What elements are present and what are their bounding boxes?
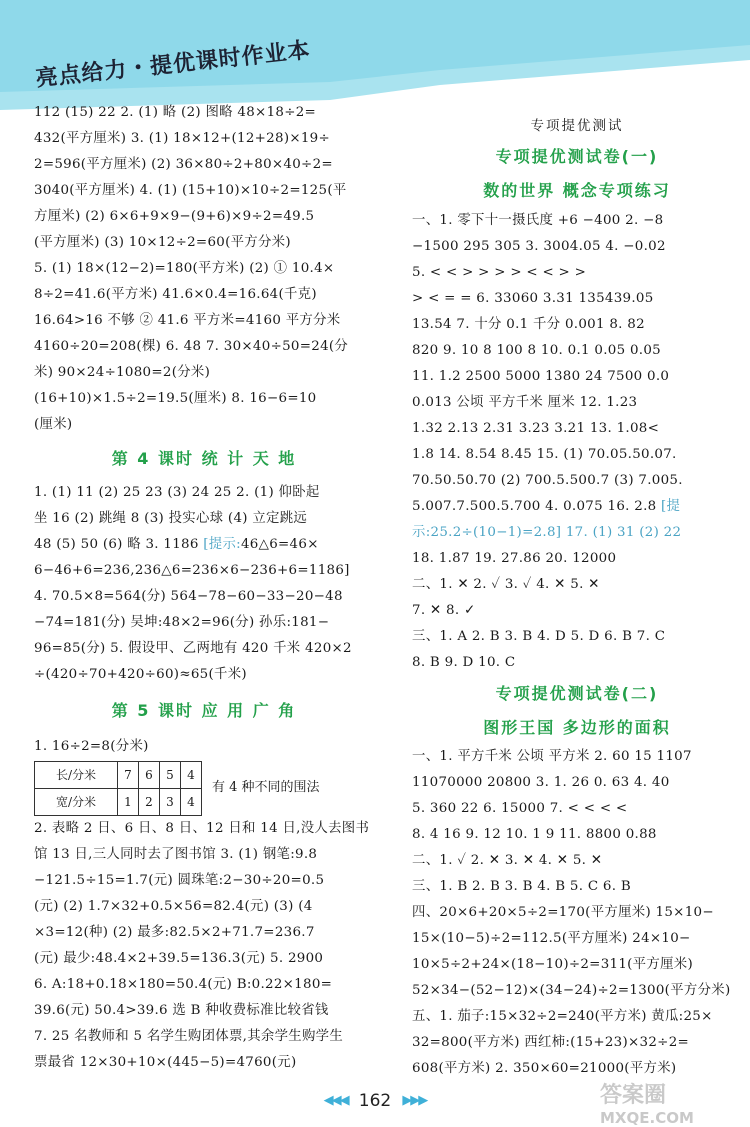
text-line: 二、1. ✕ 2. ✓ 3. ✓ 4. ✕ 5. ✕: [412, 577, 600, 592]
right-column: [412, 100, 742, 1082]
text-line: 15×(10−5)÷2=112.5(平方厘米) 24×10−: [412, 931, 691, 946]
text-line: 5. (1) 18×(12−2)=180(平方米) (2) ① 10.4×: [34, 261, 335, 276]
text-line: 五、1. 茄子:15×32÷2=240(平方米) 黄瓜:25×: [412, 1009, 713, 1024]
text-line: 11070000 20800 3. 1. 26 0. 63 4. 40: [412, 775, 670, 790]
text-line: 8. 4 16 9. 12 10. 1 9 11. 8800 0.88: [412, 827, 657, 842]
text-line: 8. B 9. D 10. C: [412, 655, 516, 670]
text-line: (元) 最少:48.4×2+39.5=136.3(元) 5. 2900: [34, 951, 324, 966]
book-title: 亮点给力・提优课时作业本: [34, 38, 312, 92]
answer-block-lesson4-a: [34, 480, 374, 558]
text-line: 米) 90×24÷1080=2(分米): [34, 365, 211, 380]
lesson4-title: 第 4 课时 统 计 天 地: [111, 449, 297, 468]
text-line: 96=85(分) 5. 假设甲、乙两地有 420 千米 420×2: [34, 641, 352, 656]
table-row-label: 长/分米: [35, 761, 118, 788]
table-cell: 1: [118, 788, 139, 815]
perimeter-table-wrap: [34, 762, 374, 814]
watermark-line2: MXQE.COM: [600, 1109, 694, 1127]
text-line: (元) (2) 1.7×32+0.5×56=82.4(元) (3) (4: [34, 899, 313, 914]
hint-label: [提示:: [203, 537, 241, 552]
answer-block-lesson3: [34, 100, 374, 438]
text-line: 5. 360 22 6. 15000 7. < < < <: [412, 801, 628, 816]
table-cell: 2: [139, 788, 160, 815]
watermark: [600, 1078, 694, 1127]
text-line: 7. 25 名教师和 5 名学生购团体票,其余学生购学生: [34, 1029, 344, 1044]
left-arrows-icon: ◀◀◀: [323, 1093, 348, 1108]
text-line: 三、1. B 2. B 3. B 4. B 5. C 6. B: [412, 879, 632, 894]
text-line: 6−46+6=236,236△6=236×6−236+6=1186]: [34, 563, 350, 578]
text-line: ×3=12(种) (2) 最多:82.5×2+71.7=236.7: [34, 925, 315, 940]
text-line: (16+10)×1.5÷2=19.5(厘米) 8. 16−6=10: [34, 391, 317, 406]
text-line: 馆 13 日,三人同时去了图书馆 3. (1) 钢笔:9.8: [34, 847, 318, 862]
text-line: 5. < < > > > > < < > >: [412, 265, 587, 280]
text-segment: 5.007.7.500.5.700 4. 0.075 16. 2.8: [412, 499, 657, 514]
text-line: 一、1. 零下十一摄氏度 +6 −400 2. −8: [412, 213, 664, 228]
paper2-subtitle: 图形王国 多边形的面积: [483, 718, 671, 737]
text-line: 432(平方厘米) 3. (1) 18×12+(12+28)×19÷: [34, 131, 331, 146]
text-line: 一、1. 平方千米 公顷 平方米 2. 60 15 1107: [412, 749, 692, 764]
text-line: 坐 16 (2) 跳绳 8 (3) 投实心球 (4) 立定跳远: [34, 511, 308, 526]
text-line: 4. 70.5×8=564(分) 564−78−60−33−20−48: [34, 589, 343, 604]
text-line: 7. ✕ 8. ✓: [412, 603, 476, 618]
text-line: 1. (1) 11 (2) 25 23 (3) 24 25 2. (1) 仰卧起: [34, 485, 320, 500]
text-line: 四、20×6+20×5÷2=170(平方厘米) 15×10−: [412, 905, 714, 920]
table-row-label: 宽/分米: [35, 788, 118, 815]
hint-label: [提: [661, 499, 681, 514]
text-line: 820 9. 10 8 100 8 10. 0.1 0.05 0.05: [412, 343, 662, 358]
text-line: 4160÷20=208(棵) 6. 48 7. 30×40÷50=24(分: [34, 339, 349, 354]
text-line: 8÷2=41.6(平方米) 41.6×0.4=16.64(千克): [34, 287, 317, 302]
text-segment: 48 (5) 50 (6) 略 3. 1186: [34, 537, 199, 552]
paper1-answers-a: [412, 208, 742, 546]
table-cell: 5: [160, 761, 181, 788]
paper1-subtitle: 数的世界 概念专项练习: [483, 181, 671, 200]
watermark-line1: 答案圈: [600, 1083, 667, 1108]
text-line: 二、1. ✓ 2. ✕ 3. ✕ 4. ✕ 5. ✕: [412, 853, 603, 868]
text-line: (厘米): [34, 417, 73, 432]
text-line: 1.8 14. 8.54 8.45 15. (1) 70.05.50.07.: [412, 447, 677, 462]
paper2-answers: [412, 744, 742, 1082]
table-cell: 3: [160, 788, 181, 815]
text-line: [412, 494, 742, 520]
text-line: [34, 532, 374, 558]
text-line: 1.32 2.13 2.31 3.23 3.21 13. 1.08<: [412, 421, 660, 436]
paper2-title: 专项提优测试卷(二): [495, 684, 659, 703]
table-cell: 4: [181, 761, 202, 788]
hint-text: 46△6=46×: [240, 537, 319, 552]
text-line: 52×34−(52−12)×(34−24)÷2=1300(平方分米): [412, 983, 731, 998]
text-line: 32=800(平方米) 西红柿:(15+23)×32÷2=: [412, 1035, 690, 1050]
answer-block-lesson4-b: [34, 558, 374, 688]
answer-block-lesson5: [34, 816, 374, 1076]
text-line: 13.54 7. 十分 0.1 千分 0.001 8. 82: [412, 317, 645, 332]
table-cell: 4: [181, 788, 202, 815]
text-line: −1500 295 305 3. 3004.05 4. −0.02: [412, 239, 666, 254]
text-line: 票最省 12×30+10×(445−5)=4760(元): [34, 1055, 297, 1070]
header-banner: [0, 0, 750, 110]
table-cell: 7: [118, 761, 139, 788]
text-line: 39.6(元) 50.4>39.6 选 B 种收费标准比较省钱: [34, 1003, 329, 1018]
text-line: 608(平方米) 2. 350×60=21000(平方米): [412, 1061, 677, 1076]
text-line: −121.5÷15=1.7(元) 圆珠笔:2−30÷20=0.5: [34, 873, 325, 888]
text-line: 70.50.50.70 (2) 700.5.500.7 (3) 7.005.: [412, 473, 683, 488]
perimeter-table: [34, 761, 202, 816]
table-cell: 6: [139, 761, 160, 788]
table-row-length: [35, 761, 202, 788]
text-line: 2=596(平方厘米) (2) 36×80÷2+80×40÷2=: [34, 157, 333, 172]
hint-line: 示:25.2÷(10−1)=2.8] 17. (1) 31 (2) 22: [412, 525, 682, 540]
text-line: 11. 1.2 2500 5000 1380 24 7500 0.0: [412, 369, 670, 384]
text-line: (平方厘米) (3) 10×12÷2=60(平方分米): [34, 235, 291, 250]
text-line: 三、1. A 2. B 3. B 4. D 5. D 6. B 7. C: [412, 629, 666, 644]
text-line: 方厘米) (2) 6×6+9×9−(9+6)×9÷2=49.5: [34, 209, 315, 224]
text-line: 10×5÷2+24×(18−10)÷2=311(平方厘米): [412, 957, 693, 972]
table-row-width: [35, 788, 202, 815]
table-note: 有 4 种不同的围法: [212, 780, 320, 795]
right-arrows-icon: ▶▶▶: [402, 1093, 427, 1108]
paper1-title: 专项提优测试卷(一): [495, 147, 659, 166]
text-line: > < = = 6. 33060 3.31 135439.05: [412, 291, 654, 306]
left-column: [34, 100, 374, 1076]
paper1-answers-b: [412, 546, 742, 676]
text-line: ÷(420÷70+420÷60)≈65(千米): [34, 667, 247, 682]
text-line: 3040(平方厘米) 4. (1) (15+10)×10÷2=125(平: [34, 183, 347, 198]
text-line: 0.013 公顷 平方千米 厘米 12. 1.23: [412, 395, 638, 410]
page-number: 162: [358, 1090, 392, 1111]
lesson5-title: 第 5 课时 应 用 广 角: [111, 701, 297, 720]
special-test-heading: 专项提优测试: [530, 118, 624, 134]
text-line: 112 (15) 22 2. (1) 略 (2) 图略 48×18÷2=: [34, 105, 317, 120]
text-line: −74=181(分) 吴坤:48×2=96(分) 孙乐:181−: [34, 615, 330, 630]
text-line: 6. A:18+0.18×180=50.4(元) B:0.22×180=: [34, 977, 333, 992]
text-line: 2. 表略 2 日、6 日、8 日、12 日和 14 日,没人去图书: [34, 821, 370, 836]
text-line: 18. 1.87 19. 27.86 20. 12000: [412, 551, 617, 566]
lesson5-q1: 1. 16÷2=8(分米): [34, 739, 149, 754]
text-line: 16.64>16 不够 ② 41.6 平方米=4160 平方分米: [34, 313, 341, 328]
